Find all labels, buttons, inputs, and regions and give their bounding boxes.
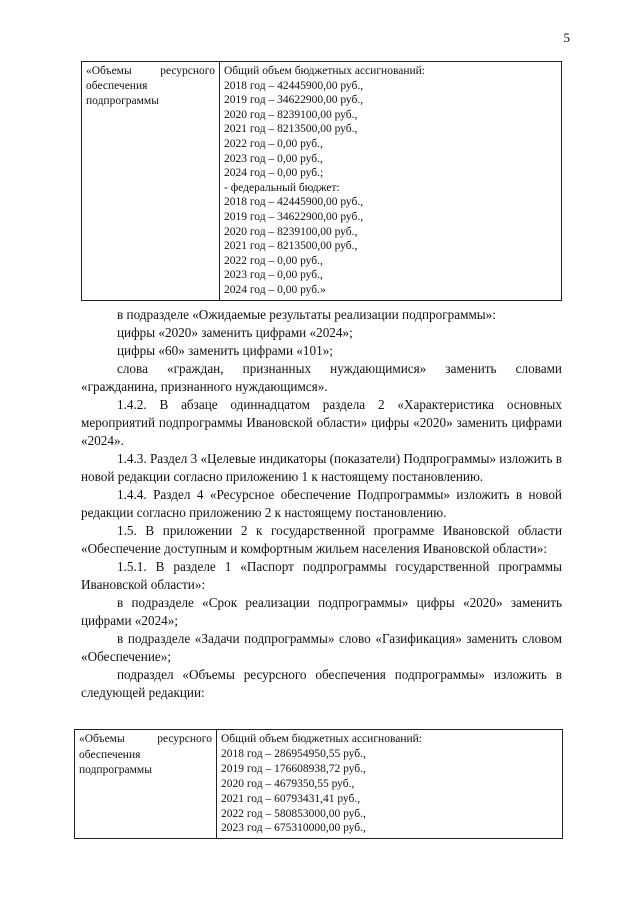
paragraph: слова «граждан, признанных нуждающимися» заменить словами «гражданина, признанного нуждающимся».: [81, 361, 562, 394]
table1-line: 2020 год – 8239100,00 руб.,: [224, 225, 358, 238]
table1-line: 2019 год – 34622900,00 руб.,: [224, 210, 364, 223]
table1-line: 2018 год – 42445900,00 руб.,: [224, 196, 364, 209]
paragraph: 1.4.2. В абзаце одиннадцатом раздела 2 «Характеристика основных мероприятий подпрограммы Ивановской области» цифры «2020» заменить цифрами «2024».: [81, 397, 562, 448]
table1-label-cell: [82, 62, 220, 301]
table1-line: 2022 год – 0,00 руб.,: [224, 137, 323, 150]
table1-line: - федеральный бюджет:: [224, 181, 340, 194]
table1-line: 2021 год – 8213500,00 руб.,: [224, 240, 358, 253]
table1-line: Общий объем бюджетных ассигнований:: [224, 65, 425, 77]
table2-line: 2020 год – 4679350,55 руб.,: [221, 777, 355, 790]
table1-label: «Объемы ресурсного обеспечения подпрограммы: [86, 65, 215, 107]
paragraph: цифры «60» заменить цифрами «101»;: [117, 343, 333, 358]
table1-line: 2020 год – 8239100,00 руб.,: [224, 108, 358, 121]
paragraph: цифры «2020» заменить цифрами «2024»;: [117, 325, 353, 340]
table1-line: 2021 год – 8213500,00 руб.,: [224, 123, 358, 136]
table1-line: 2022 год – 0,00 руб.,: [224, 254, 323, 267]
document-body: [81, 306, 562, 702]
table2-value-cell: [217, 730, 563, 839]
page-number: 5: [563, 30, 570, 45]
table2-line: 2022 год – 580853000,00 руб.,: [221, 807, 366, 820]
table2-line: 2023 год – 675310000,00 руб.,: [221, 822, 366, 835]
paragraph: 1.4.3. Раздел 3 «Целевые индикаторы (показатели) Подпрограммы» изложить в новой редакции согласно приложению 1 к настоящему постановлению.: [81, 451, 562, 484]
table2-line: 2021 год – 60793431,41 руб.,: [221, 792, 361, 805]
table1-line: 2018 год – 42445900,00 руб.,: [224, 79, 364, 92]
table2-label-cell: [75, 730, 217, 839]
paragraph: 1.4.4. Раздел 4 «Ресурсное обеспечение Подпрограммы» изложить в новой редакции согласно приложению 2 к настоящему постановлению.: [81, 487, 562, 520]
table1-line: 2023 год – 0,00 руб.,: [224, 152, 323, 165]
table1-line: 2023 год – 0,00 руб.,: [224, 269, 323, 282]
paragraph: в подразделе «Задачи подпрограммы» слово «Газификация» заменить словом «Обеспечение»;: [81, 631, 562, 664]
table1-line: 2019 год – 34622900,00 руб.,: [224, 94, 364, 107]
table2-line: 2018 год – 286954950,55 руб.,: [221, 747, 366, 760]
table2-line: Общий объем бюджетных ассигнований:: [221, 733, 422, 745]
resource-table-1: [81, 61, 562, 301]
paragraph: 1.5.1. В разделе 1 «Паспорт подпрограммы государственной программы Ивановской области»:: [81, 559, 562, 592]
resource-table-2: [74, 729, 563, 839]
table2-line: 2019 год – 176608938,72 руб.,: [221, 762, 366, 775]
table1-line: 2024 год – 0,00 руб.;: [224, 167, 324, 180]
table1-line: 2024 год – 0,00 руб.»: [224, 283, 326, 296]
paragraph: в подразделе «Ожидаемые результаты реализации подпрограммы»:: [117, 307, 496, 322]
paragraph: в подразделе «Срок реализации подпрограммы» цифры «2020» заменить цифрами «2024»;: [81, 595, 562, 628]
table2-label: «Объемы ресурсного обеспечения подпрограммы: [79, 733, 212, 776]
paragraph: подраздел «Объемы ресурсного обеспечения подпрограммы» изложить в следующей редакции:: [81, 667, 562, 700]
paragraph: 1.5. В приложении 2 к государственной программе Ивановской области «Обеспечение доступным и комфортным жильем населения Ивановской области»:: [81, 523, 562, 556]
table1-value-cell: [220, 62, 562, 301]
